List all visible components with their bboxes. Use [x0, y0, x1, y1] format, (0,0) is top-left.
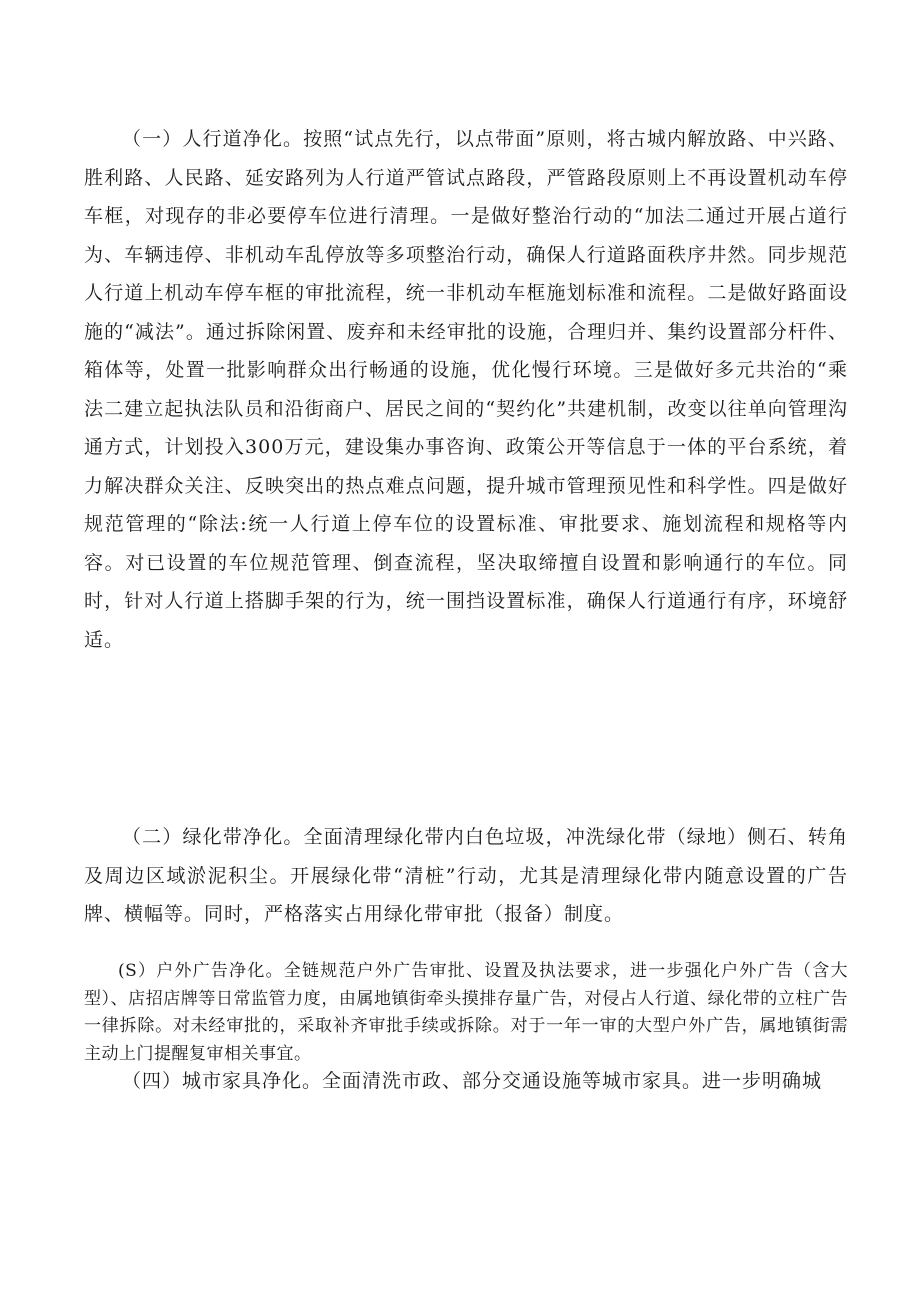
- paragraph-green-belt-cleanup: （二）绿化带净化。全面清理绿化带内白色垃圾，冲洗绿化带（绿地）侧石、转角及周边区域淤泥积尘。开展绿化带“清桩”行动，尤其是清理绿化带内随意设置的广告牌、横幅等。同时，严格落实占用绿化带审批（报备）制度。: [84, 826, 848, 925]
- paragraph-city-furniture-cleanup: （四）城市家具净化。全面清洗市政、部分交通设施等城市家具。进一步明确城: [122, 1070, 823, 1092]
- paragraph-outdoor-ad-cleanup: (S）户外广告净化。全链规范户外广告审批、设置及执法要求，进一步强化户外广告（含大型）、店招店牌等日常监管力度，由属地镇街牵头摸排存量广告，对侵占人行道、绿化带的立柱广告一律拆除。对未经审批的，采取补齐审批手续或拆除。对于一年一审的大型户外广告，属地镇街需主动上门提醒复审相关事宜。: [84, 961, 848, 1064]
- paragraph-sidewalk-cleanup: （一）人行道净化。按照“试点先行，以点带面”原则，将古城内解放路、中兴路、胜利路、人民路、延安路列为人行道严管试点路段，严管路段原则上不再设置机动车停车框，对现存的非必要停车位进行清理。一是做好整治行动的“加法二通过开展占道行为、车辆违停、非机动车乱停放等多项整治行动，确保人行道路面秩序井然。同步规范人行道上机动车停车框的审批流程，统一非机动车框施划标准和流程。二是做好路面设施的“减法”。通过拆除闲置、废弃和未经审批的设施，合理归并、集约设置部分杆件、箱体等，处置一批影响群众出行畅通的设施，优化慢行环境。三是做好多元共治的“乘法二建立起执法队员和沿街商户、居民之间的“契约化”共建机制，改变以往单向管理沟通方式，计划投入300万元，建设集办事咨询、政策公开等信息于一体的平台系统，着力解决群众关注、反映突出的热点难点问题，提升城市管理预见性和科学性。四是做好规范管理的“除法:统一人行道上停车位的设置标准、审批要求、施划流程和规格等内容。对已设置的车位规范管理、倒查流程，坚决取缔擅自设置和影响通行的车位。同时，针对人行道上搭脚手架的行为，统一围挡设置标准，确保人行道通行有序，环境舒适。: [84, 128, 848, 651]
